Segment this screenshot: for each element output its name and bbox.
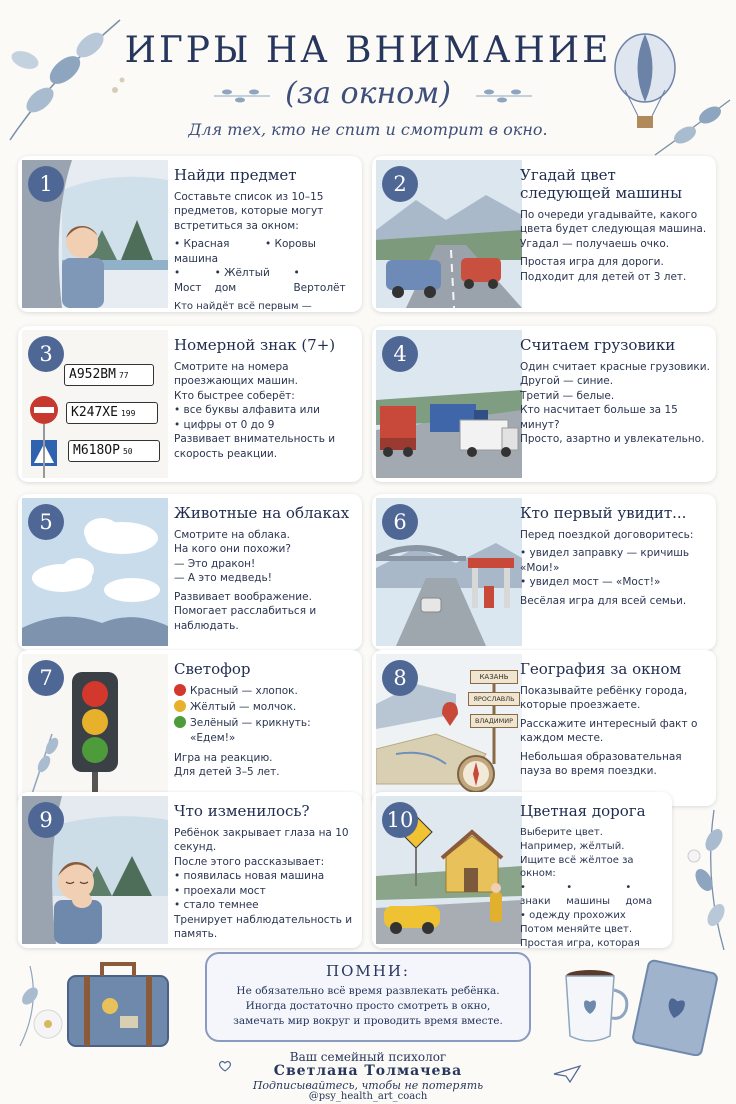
item-list (174, 403, 356, 432)
card-title: Кто первый увидит... (520, 504, 687, 522)
game-card-6 (372, 494, 716, 650)
card-title: Животные на облаках (174, 504, 350, 522)
reminder-box (205, 952, 531, 1042)
card-body (174, 166, 356, 312)
card-text: Просто, азартно и увлекательно. (520, 433, 705, 446)
card-text: Кто быстрее соберёт: (174, 389, 295, 402)
card-title: Цветная дорога (520, 802, 646, 820)
game-card-5 (18, 494, 362, 650)
card-title: Светофор (174, 660, 251, 678)
list-item: • увидел мост — «Мост!» (520, 575, 710, 589)
card-body (174, 336, 356, 461)
card-title: Считаем грузовики (520, 336, 676, 354)
game-card-3 (18, 326, 362, 482)
reminder-heading: ПОМНИ: (326, 962, 410, 980)
card-number-badge: 1 (28, 166, 64, 202)
city-sign: ЯРОСЛАВЛЬ (468, 692, 520, 706)
list-item: • дома (625, 881, 660, 909)
list-item: • Красная машина (174, 237, 265, 266)
card-title: Угадай цвет следующей машины (520, 166, 683, 202)
card-text: Показывайте ребёнку города, которые проезжаете. (520, 685, 688, 712)
card-text: Простая игра, которая (520, 937, 640, 948)
cup-and-notebook-illustration (540, 946, 736, 1056)
item-list (174, 237, 356, 266)
item-list (174, 869, 356, 912)
item-list (520, 881, 668, 909)
card-text: Весёлая игра для всей семьи. (520, 594, 687, 607)
license-plate: К247ХЕ 199 (66, 402, 158, 424)
page-title: ИГРЫ НА ВНИМАНИЕ (124, 30, 612, 71)
suitcase-illustration (10, 946, 200, 1056)
card-number-badge: 7 (28, 660, 64, 696)
heart-icon (218, 1060, 232, 1072)
city-sign: КАЗАНЬ (470, 670, 518, 684)
list-item: • Мост (174, 266, 207, 295)
card-body (520, 504, 710, 608)
card-title: Найди предмет (174, 166, 297, 184)
card-text: По очереди угадывайте, какого цвета будет следующая машина. Угадал — получаешь очко. (520, 209, 707, 250)
card-text: Ищите всё жёлтое за окном: (520, 854, 634, 880)
list-item: • цифры от 0 до 9 (174, 418, 356, 432)
card-title: Что изменилось? (174, 802, 310, 820)
card-text: — А это медведь! (174, 572, 272, 585)
reminder-text: замечать мир вокруг и проводить время вместе. (233, 1015, 503, 1028)
card-body (520, 166, 710, 284)
card-text: Смотрите на номера проезжающих машин. (174, 361, 298, 388)
card-number-badge: 8 (382, 660, 418, 696)
list-item: • Коровы (265, 237, 356, 266)
list-item: • Вертолёт (293, 266, 348, 295)
card-body (520, 802, 668, 948)
list-item: • проехали мост (174, 884, 356, 898)
card-text: На кого они похожи? (174, 543, 291, 556)
author-role: Ваш семейный психолог (289, 1050, 447, 1064)
list-item: • одежду прохожих (520, 910, 626, 922)
list-item: • увидел заправку — кричишь «Мои!» (520, 546, 710, 575)
red-light-icon (174, 684, 186, 696)
light-item-red: Красный — хлопок. (174, 684, 356, 700)
list-item: • Жёлтый дом (215, 266, 286, 295)
item-list (174, 266, 356, 295)
game-card-7 (18, 650, 362, 806)
card-text: Развивает внимательность и скорость реакции. (174, 433, 336, 460)
yellow-light-icon (174, 700, 186, 712)
card-text: После этого рассказывает: (174, 855, 325, 868)
reminder-text: Иногда достаточно просто смотреть в окно, (245, 1000, 491, 1013)
card-text: Ребёнок закрывает глаза на 10 секунд. (174, 827, 349, 854)
card-text: Смотрите на облака. (174, 529, 290, 541)
card-number-badge: 5 (28, 504, 64, 540)
card-text: Расскажите интересный факт о каждом месте. (520, 717, 698, 745)
light-item-yellow: Жёлтый — молчок. (174, 700, 356, 716)
card-text: Потом меняйте цвет. (520, 923, 633, 935)
card-text: Например, жёлтый. (520, 840, 625, 852)
item-list (520, 546, 710, 589)
card-text: Третий — белые. (520, 389, 615, 402)
card-body (520, 660, 710, 779)
game-card-8 (372, 650, 716, 806)
game-card-2 (372, 156, 716, 312)
card-text: Другой — синие. (520, 375, 614, 388)
card-number-badge: 2 (382, 166, 418, 202)
page-subtitle: (за окном) (285, 76, 451, 111)
subscribe-cta: Подписывайтесь, чтобы не потерять (252, 1079, 484, 1092)
game-card-10 (372, 792, 672, 948)
card-number-badge: 3 (28, 336, 64, 372)
card-title: Номерной знак (7+) (174, 336, 336, 354)
game-card-1 (18, 156, 362, 312)
card-text: Игра на реакцию. (174, 752, 273, 764)
card-text: Кто найдёт всё первым — (174, 300, 312, 312)
card-text: Простая игра для дороги. Подходит для детей от 3 лет. (520, 256, 687, 283)
page-tagline: Для тех, кто не спит и смотрит в окно. (188, 120, 548, 139)
game-card-4 (372, 326, 716, 482)
card-number-badge: 10 (382, 802, 418, 838)
card-body (174, 660, 356, 780)
list-item: • знаки (520, 881, 558, 909)
green-light-icon (174, 716, 186, 728)
card-text: — Это дракон! (174, 557, 256, 570)
game-card-9 (18, 792, 362, 948)
reminder-text: Не обязательно всё время развлекать ребёнка. (236, 985, 500, 997)
author-name: Светлана Толмачева (273, 1063, 463, 1079)
card-text: Небольшая образовательная пауза во время поездки. (520, 750, 682, 778)
list-item: • стало темнее (174, 898, 356, 912)
list-item: • все буквы алфавита или (174, 403, 356, 417)
paper-plane-icon (552, 1064, 582, 1084)
card-text: Развивает воображение. Помогает расслабиться и наблюдать. (174, 590, 317, 632)
card-text: Тренирует наблюдательность и память. (174, 913, 353, 941)
list-item: • появилась новая машина (174, 869, 356, 883)
card-text: Составьте список из 10–15 предметов, которые могут встретиться за окном: (174, 191, 324, 232)
card-number-badge: 4 (382, 336, 418, 372)
card-text: Перед поездкой договоритесь: (520, 529, 694, 541)
light-item-green: Зелёный — крикнуть: «Едем!» (174, 716, 356, 748)
card-body (174, 504, 356, 633)
list-item: • машины (566, 881, 617, 909)
card-body (174, 802, 356, 942)
card-number-badge: 9 (28, 802, 64, 838)
card-title: География за окном (520, 660, 682, 678)
license-plate: А952ВМ 77 (64, 364, 154, 386)
card-text: Для детей 3–5 лет. (174, 766, 280, 779)
floral-decoration-right (674, 800, 736, 950)
city-sign: ВЛАДИМИР (470, 714, 518, 728)
card-number-badge: 6 (382, 504, 418, 540)
license-plate: М618ОР 50 (68, 440, 160, 462)
card-body (520, 336, 710, 447)
card-text: Выберите цвет. (520, 827, 603, 838)
card-text: Кто насчитает больше за 15 минут? (520, 404, 678, 431)
social-handle[interactable]: @psy_health_art_coach (308, 1091, 428, 1102)
card-text: Один считает красные грузовики. (520, 361, 710, 373)
